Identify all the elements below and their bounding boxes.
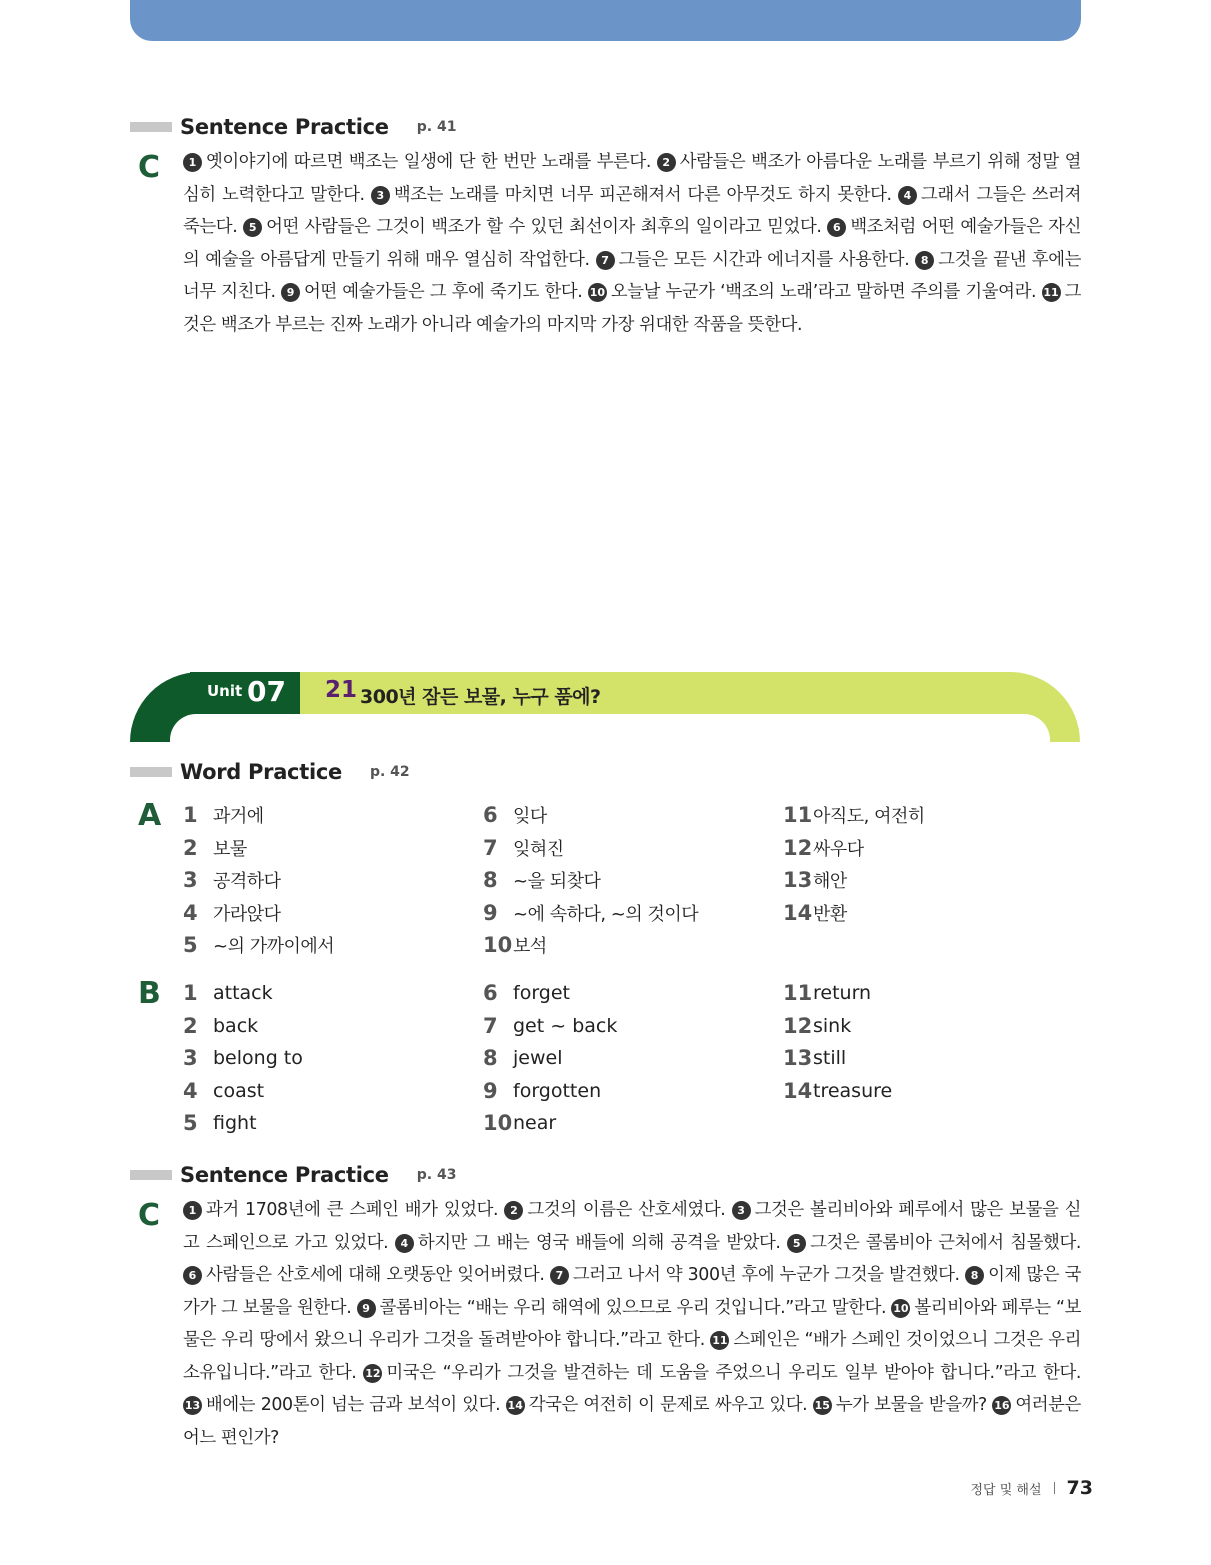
word-item-number: 14 bbox=[783, 900, 813, 925]
word-item bbox=[183, 1010, 303, 1043]
sentence-text: 그것을 끝낸 후에는 너무 지친다. bbox=[183, 249, 1081, 302]
word-item bbox=[783, 1010, 892, 1043]
unit-banner bbox=[130, 672, 1080, 742]
word-item-number: 7 bbox=[483, 835, 498, 860]
word-item-text: 반환 bbox=[813, 903, 847, 925]
word-item bbox=[483, 1107, 617, 1140]
word-item bbox=[483, 864, 698, 897]
sentence-number-badge: 8 bbox=[915, 251, 934, 270]
word-item-number: 13 bbox=[783, 868, 813, 893]
sentence-number-badge: 6 bbox=[183, 1266, 202, 1285]
footer-separator bbox=[1054, 1482, 1055, 1494]
sentence-text: 그것은 백조가 부르는 진짜 노래가 아니라 예술가의 마지막 가장 위대한 작품을 뜻한다. bbox=[183, 282, 1081, 335]
exercise-letter-a: A bbox=[138, 798, 162, 833]
page-footer bbox=[970, 1477, 1093, 1499]
word-item bbox=[483, 977, 617, 1010]
sentence-text: 백조처럼 어떤 예술가들은 자신의 예술을 아름답게 만들기 위해 매우 열심히 작업한다. bbox=[183, 217, 1081, 270]
word-item-text: 공격하다 bbox=[213, 871, 281, 893]
word-item-text: 싸우다 bbox=[813, 838, 864, 860]
word-item bbox=[783, 897, 925, 930]
word-item bbox=[783, 977, 892, 1010]
sentence-text: 하지만 그 배는 영국 배들에 의해 공격을 받았다. bbox=[417, 1232, 781, 1253]
word-item bbox=[183, 929, 334, 962]
word-item-text: back bbox=[213, 1014, 259, 1037]
sentence-paragraph-1 bbox=[183, 146, 1081, 341]
word-item-text: ~에 속하다, ~의 것이다 bbox=[513, 903, 699, 925]
word-item-number: 6 bbox=[483, 803, 498, 828]
word-item-text: ~을 되찾다 bbox=[513, 871, 601, 893]
sentence-paragraph-2 bbox=[183, 1194, 1081, 1454]
sentence-number-badge: 9 bbox=[281, 283, 300, 302]
word-item-number: 5 bbox=[183, 933, 198, 958]
sentence-text: 각국은 여전히 이 문제로 싸우고 있다. bbox=[528, 1395, 808, 1415]
unit-number: 07 bbox=[247, 675, 286, 708]
word-item-number: 14 bbox=[783, 1078, 813, 1103]
word-item-text: 과거에 bbox=[213, 806, 264, 828]
sentence-number-badge: 15 bbox=[813, 1396, 832, 1415]
sentence-number-badge: 2 bbox=[657, 153, 676, 172]
section-title: Word Practice bbox=[180, 760, 342, 784]
word-item-text: attack bbox=[213, 982, 273, 1005]
word-item-number: 2 bbox=[183, 835, 198, 860]
sentence-number-badge: 2 bbox=[504, 1201, 523, 1220]
word-item-text: 가라앉다 bbox=[213, 903, 281, 925]
word-item-number: 11 bbox=[783, 803, 813, 828]
sentence-text: 백조는 노래를 마치면 너무 피곤해져서 다른 아무것도 하지 못한다. bbox=[393, 184, 892, 205]
sentence-text: 그러고 나서 약 300년 후에 누군가 그것을 발견했다. bbox=[572, 1265, 960, 1285]
word-item-number: 4 bbox=[183, 900, 198, 925]
word-list-a-col3 bbox=[783, 799, 925, 929]
word-item-number: 12 bbox=[783, 1013, 813, 1038]
word-item bbox=[183, 897, 334, 930]
word-item-number: 2 bbox=[183, 1013, 198, 1038]
sentence-number-badge: 7 bbox=[596, 251, 615, 270]
word-item-text: 보물 bbox=[213, 838, 247, 860]
footer-label: 정답 및 해설 bbox=[970, 1482, 1042, 1498]
word-item-text: 잊혀진 bbox=[513, 838, 564, 860]
sentence-practice-header-1 bbox=[130, 112, 456, 142]
sentence-number-badge: 6 bbox=[827, 218, 846, 237]
word-item bbox=[483, 1075, 617, 1108]
word-item-text: fight bbox=[213, 1112, 257, 1135]
word-item bbox=[783, 864, 925, 897]
word-item bbox=[183, 832, 334, 865]
section-page-ref: p. 41 bbox=[416, 119, 457, 135]
word-item-number: 7 bbox=[483, 1013, 498, 1038]
sentence-text: 그것의 이름은 산호세였다. bbox=[527, 1200, 726, 1220]
word-item bbox=[783, 832, 925, 865]
sentence-text: 오늘날 누군가 ‘백조의 노래’라고 말하면 주의를 기울여라. bbox=[610, 282, 1037, 302]
exercise-letter-c-1: C bbox=[138, 150, 161, 185]
sentence-number-badge: 7 bbox=[550, 1266, 569, 1285]
word-item-number: 9 bbox=[483, 1078, 498, 1103]
word-item-number: 6 bbox=[483, 981, 498, 1006]
sentence-text: 어떤 사람들은 그것이 백조가 할 수 있던 최선이자 최후의 일이라고 믿었다. bbox=[266, 217, 822, 237]
word-item-number: 11 bbox=[783, 981, 813, 1006]
sentence-number-badge: 4 bbox=[395, 1234, 414, 1253]
word-list-b-col2 bbox=[483, 977, 617, 1140]
word-item-text: forgotten bbox=[513, 1079, 602, 1102]
sentence-text: 배에는 200톤이 넘는 금과 보석이 있다. bbox=[206, 1395, 501, 1415]
lesson-number: 21 bbox=[325, 677, 358, 703]
word-item bbox=[483, 1010, 617, 1043]
sentence-number-badge: 3 bbox=[371, 186, 390, 205]
word-item-number: 5 bbox=[183, 1111, 198, 1136]
sentence-number-badge: 8 bbox=[965, 1266, 984, 1285]
word-list-a-col1 bbox=[183, 799, 334, 962]
sentence-number-badge: 12 bbox=[363, 1364, 382, 1383]
sentence-text: 사람들은 산호세에 대해 오랫동안 잊어버렸다. bbox=[206, 1265, 545, 1285]
word-item-text: belong to bbox=[213, 1047, 303, 1070]
word-item-text: 해안 bbox=[813, 871, 847, 893]
sentence-number-badge: 16 bbox=[992, 1396, 1011, 1415]
word-item-text: sink bbox=[813, 1014, 852, 1037]
word-item bbox=[483, 832, 698, 865]
section-page-ref: p. 43 bbox=[416, 1167, 457, 1183]
sentence-number-badge: 1 bbox=[183, 153, 202, 172]
word-item bbox=[783, 1042, 892, 1075]
word-list-a-col2 bbox=[483, 799, 698, 962]
unit-label: Unit bbox=[207, 682, 243, 700]
word-item bbox=[183, 977, 303, 1010]
word-item-number: 13 bbox=[783, 1046, 813, 1071]
sentence-text: 그래서 그들은 쓰러져 죽는다. bbox=[183, 184, 1081, 237]
sentence-number-badge: 10 bbox=[891, 1299, 910, 1318]
sentence-text: 여러분은 어느 편인가? bbox=[183, 1395, 1081, 1448]
word-practice-header bbox=[130, 757, 410, 787]
sentence-text: 과거 1708년에 큰 스페인 배가 있었다. bbox=[206, 1200, 499, 1220]
word-list-b-col1 bbox=[183, 977, 303, 1140]
sentence-number-badge: 14 bbox=[506, 1396, 525, 1415]
word-item bbox=[183, 864, 334, 897]
sentence-number-badge: 1 bbox=[183, 1201, 202, 1220]
lesson-title: 300년 잠든 보물, 누구 품에? bbox=[360, 686, 601, 708]
section-marker bbox=[130, 122, 172, 132]
word-item bbox=[483, 929, 698, 962]
sentence-practice-header-2 bbox=[130, 1160, 456, 1190]
section-marker bbox=[130, 1170, 172, 1180]
sentence-text: 어떤 예술가들은 그 후에 죽기도 한다. bbox=[304, 282, 583, 302]
sentence-number-badge: 11 bbox=[710, 1331, 729, 1350]
top-color-bar bbox=[130, 0, 1081, 41]
section-page-ref: p. 42 bbox=[369, 764, 410, 780]
word-item-text: still bbox=[813, 1047, 847, 1070]
word-item-number: 10 bbox=[483, 933, 513, 958]
word-item-text: forget bbox=[513, 982, 570, 1005]
sentence-text: 누가 보물을 받을까? bbox=[835, 1395, 987, 1415]
word-item-text: 잊다 bbox=[513, 806, 547, 828]
sentence-number-badge: 13 bbox=[183, 1396, 202, 1415]
word-item-text: return bbox=[813, 982, 872, 1005]
word-item-number: 9 bbox=[483, 900, 498, 925]
section-marker bbox=[130, 767, 172, 777]
sentence-number-badge: 5 bbox=[787, 1234, 806, 1253]
word-item bbox=[183, 1075, 303, 1108]
exercise-letter-c-2: C bbox=[138, 1198, 161, 1233]
word-item bbox=[183, 799, 334, 832]
word-item bbox=[783, 1075, 892, 1108]
word-item-text: jewel bbox=[513, 1047, 563, 1070]
sentence-number-badge: 9 bbox=[357, 1299, 376, 1318]
word-item bbox=[783, 799, 925, 832]
banner-white-cutout bbox=[170, 714, 1050, 742]
sentence-text: 콜롬비아는 “배는 우리 해역에 있으므로 우리 것입니다.”라고 말한다. bbox=[379, 1297, 887, 1318]
sentence-text: 그것은 볼리비아와 페루에서 많은 보물을 싣고 스페인으로 가고 있었다. bbox=[183, 1200, 1081, 1253]
sentence-text: 그것은 콜롬비아 근처에서 침몰했다. bbox=[810, 1232, 1081, 1253]
word-item bbox=[483, 1042, 617, 1075]
word-item bbox=[183, 1042, 303, 1075]
sentence-text: 옛이야기에 따르면 백조는 일생에 단 한 번만 노래를 부른다. bbox=[206, 152, 651, 172]
word-item-number: 8 bbox=[483, 1046, 498, 1071]
word-item-number: 12 bbox=[783, 835, 813, 860]
sentence-text: 미국은 “우리가 그것을 발견하는 데 도움을 주었으니 우리도 일부 받아야 합니다.”라고 한다. bbox=[386, 1362, 1081, 1383]
sentence-text: 사람들은 백조가 아름다운 노래를 부르기 위해 정말 열심히 노력한다고 말한다. bbox=[183, 152, 1081, 205]
word-item-number: 3 bbox=[183, 868, 198, 893]
section-title: Sentence Practice bbox=[180, 115, 389, 139]
sentence-text: 볼리비아와 페루는 “보물은 우리 땅에서 왔으니 우리가 그것을 돌려받아야 합니다.”라고 한다. bbox=[183, 1297, 1081, 1350]
exercise-letter-b: B bbox=[138, 976, 161, 1011]
word-item-text: 아직도, 여전히 bbox=[813, 806, 925, 828]
word-item-text: near bbox=[513, 1112, 557, 1135]
word-item bbox=[483, 799, 698, 832]
word-item bbox=[183, 1107, 303, 1140]
sentence-number-badge: 10 bbox=[588, 283, 607, 302]
sentence-number-badge: 4 bbox=[898, 186, 917, 205]
word-item-text: coast bbox=[213, 1079, 265, 1102]
sentence-text: 그들은 모든 시간과 에너지를 사용한다. bbox=[618, 249, 910, 270]
sentence-number-badge: 3 bbox=[732, 1201, 751, 1220]
word-item-text: treasure bbox=[813, 1079, 893, 1102]
word-item-number: 8 bbox=[483, 868, 498, 893]
word-item-number: 1 bbox=[183, 981, 198, 1006]
word-item-text: 보석 bbox=[513, 936, 547, 958]
word-item-text: get ~ back bbox=[513, 1014, 618, 1037]
word-item-number: 3 bbox=[183, 1046, 198, 1071]
sentence-number-badge: 5 bbox=[243, 218, 262, 237]
sentence-text: 이제 많은 국가가 그 보물을 원한다. bbox=[183, 1265, 1081, 1318]
word-item-number: 4 bbox=[183, 1078, 198, 1103]
sentence-text: 스페인은 “배가 스페인 것이었으니 그것은 우리 소유입니다.”라고 한다. bbox=[183, 1330, 1081, 1383]
word-item-number: 1 bbox=[183, 803, 198, 828]
section-title: Sentence Practice bbox=[180, 1163, 389, 1187]
word-item-number: 10 bbox=[483, 1111, 513, 1136]
word-item bbox=[483, 897, 698, 930]
word-item-text: ~의 가까이에서 bbox=[213, 936, 335, 958]
page-number: 73 bbox=[1066, 1477, 1093, 1499]
sentence-number-badge: 11 bbox=[1042, 283, 1061, 302]
word-list-b-col3 bbox=[783, 977, 892, 1107]
